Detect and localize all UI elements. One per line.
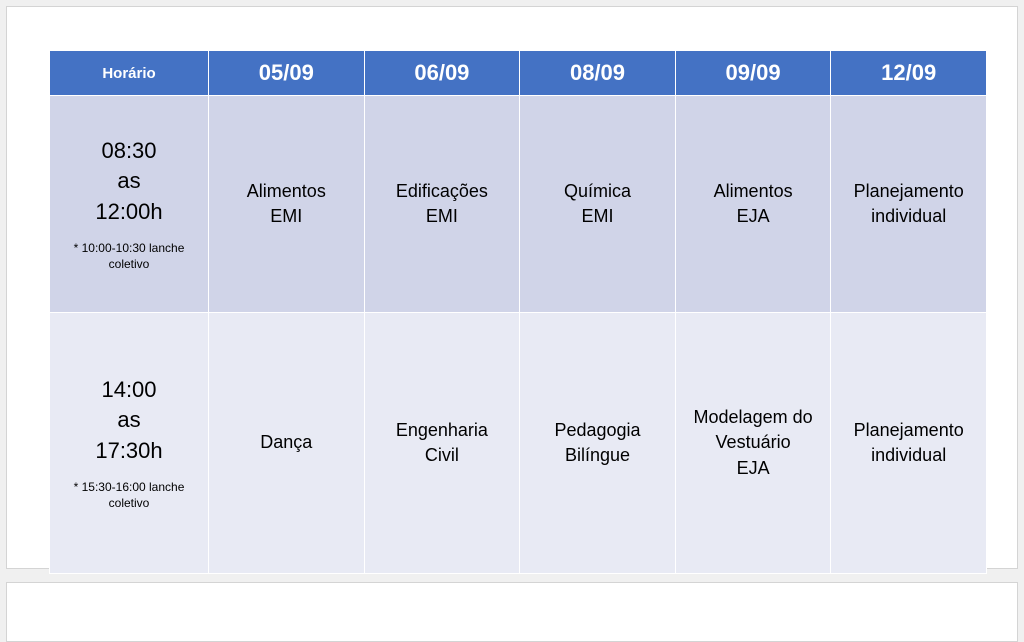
class-line-2: Civil <box>424 445 459 465</box>
class-line-1: Pedagogia <box>554 419 641 440</box>
time-note-line-1: * 15:30-16:00 lanche <box>73 479 185 494</box>
class-line-2: EJA <box>736 206 770 226</box>
class-line-2: EMI <box>270 206 303 226</box>
time-line-1: 14:00 <box>101 376 157 402</box>
time-note-line-2: coletivo <box>108 495 150 510</box>
schedule-table <box>49 50 987 574</box>
column-header-date-3: 08/09 <box>520 51 676 96</box>
slide-canvas <box>6 6 1018 569</box>
class-cell <box>520 313 676 574</box>
column-header-date-5: 12/09 <box>831 51 987 96</box>
class-cell <box>831 313 987 574</box>
time-slot-afternoon <box>50 313 209 574</box>
time-line-2: as <box>117 407 141 433</box>
class-cell <box>209 313 365 574</box>
class-cell <box>209 96 365 313</box>
class-line-1: Planejamento <box>853 180 964 201</box>
class-line-1: Dança <box>260 432 313 453</box>
table-row <box>50 313 987 574</box>
class-cell <box>520 96 676 313</box>
class-line-1: Modelagem do <box>693 407 813 428</box>
time-note-line-1: * 10:00-10:30 lanche <box>73 240 185 255</box>
table-body <box>50 96 987 574</box>
class-line-2: Vestuário <box>715 432 791 453</box>
class-line-3: EJA <box>736 457 770 478</box>
class-cell <box>831 96 987 313</box>
class-line-1: Química <box>563 180 631 201</box>
class-line-1: Alimentos <box>713 180 793 201</box>
class-line-1: Planejamento <box>853 419 964 440</box>
class-cell <box>364 96 520 313</box>
time-line-1: 08:30 <box>101 137 157 163</box>
column-header-date-1: 05/09 <box>209 51 365 96</box>
table-row <box>50 96 987 313</box>
column-header-date-4: 09/09 <box>675 51 831 96</box>
time-line-2: as <box>117 168 141 194</box>
class-line-1: Alimentos <box>246 180 326 201</box>
class-line-2: individual <box>871 206 947 226</box>
time-line-3: 17:30h <box>95 437 163 463</box>
column-header-date-2: 06/09 <box>364 51 520 96</box>
column-header-horario: Horário <box>50 51 209 96</box>
time-line-3: 12:00h <box>95 198 163 224</box>
time-slot-morning <box>50 96 209 313</box>
table-header <box>50 51 987 96</box>
class-line-1: Edificações <box>395 180 488 201</box>
class-cell <box>675 96 831 313</box>
slide-canvas-lower <box>6 582 1018 642</box>
class-cell <box>364 313 520 574</box>
header-row <box>50 51 987 96</box>
class-cell <box>675 313 831 574</box>
class-line-2: individual <box>871 445 947 465</box>
time-note-line-2: coletivo <box>108 256 150 271</box>
class-line-2: EMI <box>581 206 614 226</box>
class-line-2: Bilíngue <box>564 445 631 465</box>
class-line-2: EMI <box>425 206 458 226</box>
class-line-1: Engenharia <box>395 419 488 440</box>
